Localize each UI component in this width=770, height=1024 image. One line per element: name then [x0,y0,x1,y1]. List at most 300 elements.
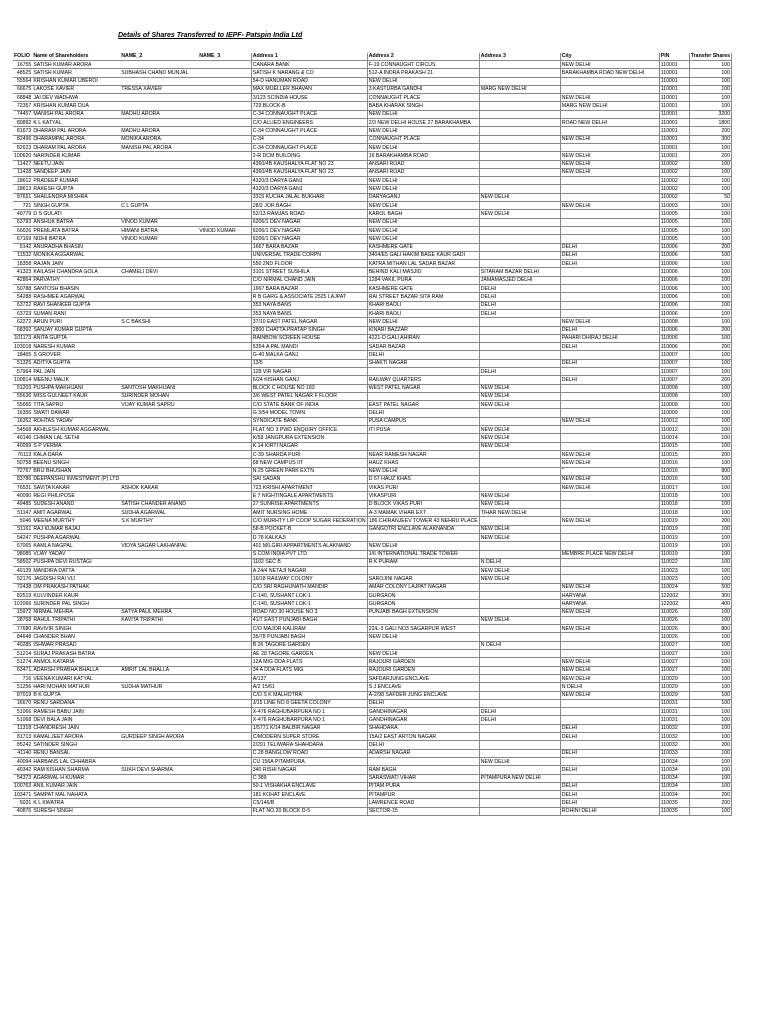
col-header-folio: FOLIO [14,53,30,60]
cell-name-3 [198,185,251,193]
cell-name-2 [120,558,198,566]
cell-shareholder-name: ISHWAR PRASAD [32,641,120,649]
cell-address-3: NEW DELHI [479,525,560,533]
cell-transfer-shares: 400 [689,600,731,608]
cell-name-3 [198,467,251,475]
cell-address-1: 5354-A PAL MANDI [251,343,367,351]
cell-address-1: G-40 MALKA GANJ [251,351,367,359]
cell-transfer-shares: 200 [689,450,731,458]
cell-city [560,185,659,193]
cell-transfer-shares: 100 [689,492,731,500]
cell-name-3 [198,650,251,658]
cell-name-3 [198,110,251,118]
cell-name-2 [120,434,198,442]
cell-address-3 [479,699,560,707]
cell-folio: 63722 [13,301,32,309]
cell-address-1: 16/18 RAILWAY COLONY [251,575,367,583]
cell-address-1: 50-1 VISHAKHA ENCLAVE [251,782,367,790]
cell-address-2: R K PURAM [367,558,479,566]
cell-city [560,774,659,782]
cell-name-2 [120,61,198,69]
cell-city [560,716,659,724]
cell-name-3 [198,193,251,201]
cell-city: " [560,467,659,475]
cell-name-3: VINOD KUMAR [198,226,251,234]
table-row [13,334,732,342]
cell-pin: 110035 [659,799,689,807]
cell-address-2: KAROL BAGH [367,210,479,218]
cell-pin: 110002 [659,168,689,176]
cell-pin: 110024 [659,583,689,591]
cell-address-3 [479,459,560,467]
cell-shareholder-name: ANMOL KATARIA [32,658,120,666]
cell-transfer-shares: 100 [689,459,731,467]
cell-name-2: KAVITA TRIPATHI [120,616,198,624]
cell-address-3: NEW DELHI [479,392,560,400]
cell-address-1: 2-R DCM BUILDING [251,152,367,160]
cell-address-1: 1/5771 K/14 BALBIR NAGAR [251,724,367,732]
cell-folio: 40099 [13,442,32,450]
cell-pin: 110035 [659,807,689,815]
cell-city: NEW DELHI [560,691,659,699]
cell-address-2: KASHMERE GATE [367,243,479,251]
table-row [13,625,732,633]
cell-name-2 [120,152,198,160]
table-row [13,343,732,351]
cell-shareholder-name: BRIJ BHUSHAN [32,467,120,475]
cell-address-2: NEW DELHI [367,467,479,475]
cell-shareholder-name: RAVIVIR SINGH [32,625,120,633]
cell-name-3 [198,733,251,741]
cell-address-3 [479,110,560,118]
cell-name-2 [120,782,198,790]
cell-folio: 51203 [13,384,32,392]
col-header-city: City [560,53,659,61]
cell-address-3 [479,724,560,732]
cell-city [560,235,659,243]
table-row [13,459,732,467]
cell-address-3 [479,77,560,85]
cell-transfer-shares: 3200 [689,110,731,118]
cell-name-3 [198,135,251,143]
cell-address-1: 181 KOHAT ENCLAVE [251,791,367,799]
cell-name-3 [198,77,251,85]
cell-shareholder-name: SWATI DAWAR [32,409,120,417]
cell-folio: 81713 [13,733,32,741]
cell-shareholder-name: S GROVER [32,351,120,359]
cell-address-1: C-34 CONNAUGHT PLACE [251,127,367,135]
cell-name-3 [198,475,251,483]
cell-pin: 110012 [659,426,689,434]
cell-pin: 110001 [659,143,689,151]
table-row [13,77,732,85]
cell-pin: 110023 [659,567,689,575]
cell-name-2: AMRIT LAL BHALLA [120,666,198,674]
table-row [13,807,732,815]
table-row [13,417,732,425]
cell-address-1: C 389 [251,774,367,782]
cell-shareholder-name: KULVINDER KAUR [32,592,120,600]
cell-transfer-shares: 100 [689,757,731,765]
cell-address-2: S J ENCLAVE [367,683,479,691]
cell-address-2 [367,367,479,375]
table-row [13,467,732,475]
cell-address-2: GANDHINAGAR [367,708,479,716]
table-row [13,691,732,699]
cell-folio: 100814 [14,376,32,383]
cell-pin: 110027 [659,666,689,674]
cell-name-2 [120,119,198,127]
cell-address-2: WEST PATEL NAGAR [367,384,479,392]
cell-city [560,409,659,417]
cell-address-3 [479,318,560,326]
cell-pin: 110029 [659,674,689,682]
cell-name-2: VIDYA SAGAR LAKHANPAL [120,542,198,550]
cell-name-2 [120,243,198,251]
cell-address-2: BABA KHARAK SINGH [367,102,479,110]
cell-transfer-shares: 100 [689,77,731,85]
cell-shareholder-name: AMIT AGARWAL [32,509,120,517]
cell-transfer-shares: 1800 [689,119,731,127]
cell-address-1: ROAD NO 30 HOUSE NO 3 [251,608,367,616]
cell-address-1: 3101 STREET SUSHILA [251,268,367,276]
cell-transfer-shares: 200 [689,343,731,351]
cell-address-3 [479,475,560,483]
cell-address-3 [479,484,560,492]
cell-name-3 [198,260,251,268]
cell-pin: 110001 [659,110,689,118]
cell-shareholder-name: SAMPAT MAL NAHATA [32,791,120,799]
cell-name-3 [198,757,251,765]
cell-address-3: NEW DELHI [479,575,560,583]
cell-shareholder-name: RASHMEE AGARWAL [32,293,120,301]
cell-city [560,426,659,434]
cell-address-2: ITI PUSA [367,426,479,434]
cell-address-1: AE 28 TAGORE GARDEN [251,650,367,658]
cell-transfer-shares: 100 [689,708,731,716]
cell-address-3 [479,185,560,193]
cell-folio: 48525 [13,69,32,77]
cell-address-1: D 78 KALKAJI [251,533,367,541]
table-row [13,650,732,658]
cell-city [560,226,659,234]
cell-folio: 55665 [13,401,32,409]
cell-pin: 110026 [659,625,689,633]
cell-city: ROAD NEW DELHI [560,119,659,127]
cell-transfer-shares: 800 [689,467,731,475]
table-row [13,658,732,666]
cell-pin: 110026 [659,616,689,624]
cell-folio: 55564 [13,77,32,85]
cell-name-2 [120,567,198,575]
cell-address-1: 4360/4B KAUSHALYA FLAT NO 23 [251,168,367,176]
cell-address-3 [479,334,560,342]
cell-address-2: BEHIND KALI MASJID [367,268,479,276]
cell-transfer-shares: 800 [689,625,731,633]
cell-address-3 [479,94,560,102]
cell-shareholder-name: RAVI SHANKER GUPTA [32,301,120,309]
cell-shareholder-name: DHARAMPAL ARORA [32,135,120,143]
cell-folio: 98085 [13,550,32,558]
cell-shareholder-name: ROHTAS YADAV [32,417,120,425]
cell-transfer-shares: 100 [689,301,731,309]
table-row [13,135,732,143]
table-row [13,484,732,492]
cell-name-3 [198,285,251,293]
cell-address-2: NEW DELHI [367,127,479,135]
table-row [13,724,732,732]
cell-transfer-shares: 100 [689,318,731,326]
cell-address-2: DELHI [367,741,479,749]
table-row [13,567,732,575]
cell-folio: 51274 [13,658,32,666]
cell-name-3 [198,143,251,151]
cell-city: HARYANA [560,600,659,608]
table-row [13,202,732,210]
cell-transfer-shares: 100 [689,550,731,558]
cell-address-3 [479,218,560,226]
cell-folio: 40779 [13,210,32,218]
cell-address-3 [479,733,560,741]
cell-transfer-shares: 200 [689,127,731,135]
col-header-address-1: Address 1 [251,53,367,61]
cell-folio: 68392 [13,326,32,334]
cell-name-2 [120,168,198,176]
cell-address-2: RAI STREET BAZAR SITA RAM [367,293,479,301]
cell-address-1: X-476 RAGHUBARPURA NO 1 [251,708,367,716]
cell-pin: 110001 [659,69,689,77]
cell-transfer-shares: 100 [689,683,731,691]
cell-city [560,434,659,442]
cell-name-3 [198,119,251,127]
cell-pin: 110006 [659,343,689,351]
cell-pin: 110005 [659,210,689,218]
cell-address-3 [479,69,560,77]
cell-shareholder-name: REGI PHILIPOSE [32,492,120,500]
cell-transfer-shares: 100 [689,807,731,815]
table-row [13,782,732,790]
cell-shareholder-name: SURINDER PAL SINGH [32,600,120,608]
cell-address-3 [479,152,560,160]
cell-city [560,575,659,583]
cell-address-3: TIHAR NEW DELHI [479,509,560,517]
cell-folio: 66675 [13,85,32,93]
cell-transfer-shares: 100 [689,251,731,259]
cell-address-1: C5/146/B [251,799,367,807]
cell-name-3 [198,359,251,367]
cell-address-2: ANSARI ROAD [367,160,479,168]
cell-pin: 110005 [659,218,689,226]
cell-address-1: K 14 KIRTI NAGAR [251,442,367,450]
cell-address-1: C/MODERN SUPER STORE [251,733,367,741]
cell-transfer-shares: 100 [689,434,731,442]
cell-shareholder-name: ADITYA GUPTA [32,359,120,367]
cell-shareholder-name: RAMESH BABU JAIN [32,708,120,716]
cell-folio: 63471 [13,666,32,674]
cell-shareholder-name: BEENU SINGH [32,459,120,467]
cell-address-1: 28/2 JOR BAGH [251,202,367,210]
cell-pin: 110001 [659,102,689,110]
table-row [13,583,732,591]
cell-pin: 110006 [659,251,689,259]
cell-city [560,309,659,317]
cell-shareholder-name: VEENA KUMARI KATYAL [32,674,120,682]
cell-folio: 51066 [13,708,32,716]
cell-city: NEW DELHI [560,666,659,674]
cell-name-3 [198,683,251,691]
cell-address-1: 353 NAYA BANS [251,309,367,317]
cell-pin: 110006 [659,260,689,268]
cell-pin: 110001 [659,152,689,160]
cell-city: DELHI [560,326,659,334]
cell-city: NEW DELHI [560,625,659,633]
cell-name-3 [198,616,251,624]
cell-shareholder-name: K L KWATRA [32,799,120,807]
cell-address-2 [367,533,479,541]
cell-transfer-shares: 100 [689,658,731,666]
cell-address-1: 4320/3 DARYA GANJ [251,177,367,185]
cell-address-2: SAROJINI NAGAR [367,575,479,583]
cell-folio: 18612 [13,177,32,185]
cell-pin: 110032 [659,733,689,741]
cell-folio: 18465 [13,351,32,359]
cell-address-1: G 3/54 MODEL TOWN [251,409,367,417]
cell-city [560,500,659,508]
cell-shareholder-name: RAJ KUMAR BAJAJ [32,525,120,533]
cell-name-2: SUBHASH CHAND MUNJAL [120,69,198,77]
cell-address-1: 550 2ND FLOOR [251,260,367,268]
col-header-address-3: Address 3 [479,53,560,61]
cell-city [560,143,659,151]
cell-address-3: NEW DELHI [479,492,560,500]
cell-address-3 [479,583,560,591]
cell-transfer-shares: 100 [689,608,731,616]
table-row [13,409,732,417]
cell-address-2: 16 BARAKHAMBA ROAD [367,152,479,160]
cell-name-2: MONIKA ARORA [120,135,198,143]
cell-name-2 [120,426,198,434]
cell-transfer-shares: 100 [689,500,731,508]
cell-address-3 [479,260,560,268]
cell-name-2: SATISH CHANDER ANAND [120,500,198,508]
cell-shareholder-name: SATISH KUMAR ARORA [32,61,120,69]
cell-city: PAHARI DHIRAJ DELHI [560,334,659,342]
cell-address-2: GURGAON [367,600,479,608]
cell-pin: 110008 [659,392,689,400]
cell-address-3 [479,782,560,790]
cell-city: DELHI [560,260,659,268]
cell-pin: 110008 [659,401,689,409]
cell-name-3 [198,251,251,259]
cell-folio: 41140 [13,749,32,757]
cell-name-2 [120,185,198,193]
cell-name-3 [198,450,251,458]
cell-address-3: NEW DELHI [479,434,560,442]
cell-folio: 54247 [13,533,32,541]
cell-address-3: NEW DELHI [479,533,560,541]
cell-shareholder-name: JAI DEV WADHWA [32,94,120,102]
cell-address-1: 353 NAYA BANS [251,301,367,309]
cell-address-1: BLOCK C HOUSE NO 183 [251,384,367,392]
cell-transfer-shares: 100 [689,484,731,492]
cell-address-3: NEW DELHI [479,210,560,218]
cell-address-1: 3315 KUCHA JALAL BUKHARI [251,193,367,201]
cell-city: DELHI [560,724,659,732]
cell-address-3: NEW DELHI [479,500,560,508]
cell-address-3 [479,343,560,351]
cell-transfer-shares: 100 [689,218,731,226]
cell-name-3 [198,575,251,583]
cell-city [560,285,659,293]
cell-pin: 122002 [659,600,689,608]
cell-address-2: GANDHINAGAR [367,716,479,724]
cell-transfer-shares: 100 [689,177,731,185]
col-header-transfer-shares: Transfer Shares [690,53,730,60]
cell-folio: 40285 [13,641,32,649]
cell-shareholder-name: ANURADHA BHASIN [32,243,120,251]
cell-address-1: CU 156A PITAMPURA [251,757,367,765]
cell-city [560,699,659,707]
cell-name-3 [198,152,251,160]
cell-address-2: DARYAGANJ [367,193,479,201]
cell-address-2: F-19 CONNAUGHT CIRCUS [367,61,479,69]
table-row [13,318,732,326]
cell-transfer-shares: 100 [689,533,731,541]
cell-city [560,509,659,517]
cell-transfer-shares: 200 [689,326,731,334]
table-row [13,592,732,600]
shares-table [13,53,732,816]
cell-address-1: C-34 CONNAUGHT PLACE [251,110,367,118]
cell-city [560,641,659,649]
cell-name-3 [198,583,251,591]
cell-pin: 110023 [659,575,689,583]
cell-name-2: HIMANI BATRA [120,226,198,234]
cell-address-3: NEW DELHI [479,193,560,201]
cell-folio: 77680 [13,625,32,633]
cell-address-1: 68 NEW CAMPUS IIT [251,459,367,467]
cell-transfer-shares: 100 [689,567,731,575]
cell-name-2 [120,774,198,782]
cell-shareholder-name: PAL JAIN [32,367,120,375]
cell-address-3 [479,450,560,458]
cell-name-2: MADHU ARORA [120,110,198,118]
cell-city: NEW DELHI [560,459,659,467]
cell-address-1: N 25 GREEN PARK EXTN [251,467,367,475]
cell-shareholder-name: KRISHAN KUMAR UBEROI [32,77,120,85]
cell-address-3 [479,650,560,658]
cell-address-3 [479,691,560,699]
cell-address-3 [479,359,560,367]
table-row [13,674,732,682]
cell-address-1: C-140, SUSHANT LOK-1 [251,600,367,608]
cell-name-3 [198,542,251,550]
cell-transfer-shares: 200 [689,376,731,384]
cell-address-3: NEW DELHI [479,442,560,450]
cell-shareholder-name: OM PRAKASH PATHAK [32,583,120,591]
cell-address-2: NEW DELHI [367,177,479,185]
cell-folio: 51068 [13,716,32,724]
cell-pin: 110031 [659,716,689,724]
cell-name-2 [120,276,198,284]
cell-address-3 [479,143,560,151]
cell-shareholder-name: DEVI BALA JAIN [32,716,120,724]
cell-address-2 [367,757,479,765]
cell-shareholder-name: MANDIRA DATTA [32,567,120,575]
cell-name-2 [120,791,198,799]
cell-address-1: 27 SUNRISE APARTMENTS [251,500,367,508]
cell-shareholder-name: KAMLA NAGPAL [32,542,120,550]
